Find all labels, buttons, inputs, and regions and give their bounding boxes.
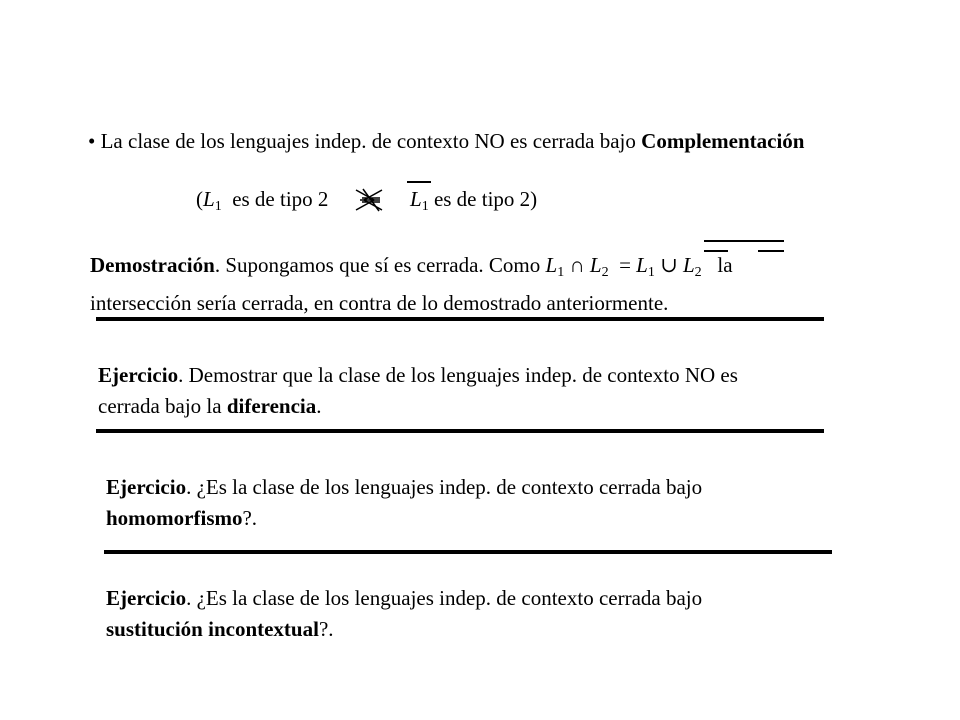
math-sub: 1: [557, 265, 565, 280]
math-sub: 1: [647, 265, 655, 280]
formula-sub: 1: [214, 199, 222, 214]
formula-sub-2: 1: [421, 199, 429, 214]
ejercicio-term: sustitución incontextual: [106, 617, 319, 641]
bullet-bold-term: Complementación: [641, 129, 805, 153]
bullet-text: La clase de los lenguajes indep. de contexto NO es cerrada bajo: [100, 129, 642, 153]
math-l: L: [636, 253, 648, 277]
ejercicio-text: . ¿Es la clase de los lenguajes indep. de contexto cerrada bajo: [186, 475, 703, 499]
divider-1: [96, 317, 824, 321]
math-sub: 2: [694, 265, 702, 280]
math-l: L: [682, 253, 695, 277]
complement-bar: [407, 181, 431, 183]
bullet-item: [88, 131, 804, 152]
intersection-symbol: ∩: [569, 253, 585, 277]
union-symbol: ∪: [660, 253, 678, 277]
ejercicio-end: .: [316, 394, 322, 418]
formula-var-l: L: [203, 187, 215, 211]
math-l: L: [589, 253, 602, 277]
ejercicio-1: [98, 360, 738, 422]
math-l: L: [545, 253, 558, 277]
formula-left: [196, 189, 328, 214]
not-equivalent-arrow-icon: [352, 186, 386, 214]
overline-long: [704, 240, 784, 242]
formula-var-l-complement: L: [410, 187, 422, 211]
ejercicio-text: cerrada bajo la: [98, 394, 227, 418]
demostracion-line-2: intersección sería cerrada, en contra de lo demostrado anteriormente.: [90, 291, 669, 315]
ejercicio-end: ?.: [318, 617, 334, 641]
overline-l1: [704, 250, 728, 252]
formula-text-2: es de tipo 2): [433, 187, 538, 211]
open-paren: (: [196, 187, 203, 211]
demostracion-text: . Supongamos que sí es cerrada. Como: [214, 253, 546, 277]
ejercicio-term: diferencia: [226, 394, 317, 418]
ejercicio-3: [106, 583, 702, 645]
math-sub: 2: [601, 265, 609, 280]
demostracion-paragraph: [90, 250, 733, 319]
bullet-symbol: •: [88, 129, 96, 153]
ejercicio-text: . Demostrar que la clase de los lenguajes indep. de contexto NO es: [178, 363, 738, 387]
ejercicio-label: Ejercicio: [98, 363, 179, 387]
demostracion-la: la: [717, 253, 733, 277]
ejercicio-end: ?.: [242, 506, 258, 530]
demostracion-line-1: [90, 250, 733, 288]
ejercicio-term: homomorfismo: [106, 506, 243, 530]
formula-right: [410, 189, 537, 214]
overline-l2: [758, 250, 784, 252]
demostracion-label: Demostración: [90, 253, 215, 277]
ejercicio-label: Ejercicio: [106, 586, 187, 610]
ejercicio-text: . ¿Es la clase de los lenguajes indep. de contexto cerrada bajo: [186, 586, 703, 610]
divider-3: [104, 550, 832, 554]
ejercicio-label: Ejercicio: [106, 475, 187, 499]
divider-2: [96, 429, 824, 433]
equals-symbol: =: [619, 253, 631, 277]
formula-text-1: es de tipo 2: [232, 187, 329, 211]
ejercicio-2: [106, 472, 702, 534]
